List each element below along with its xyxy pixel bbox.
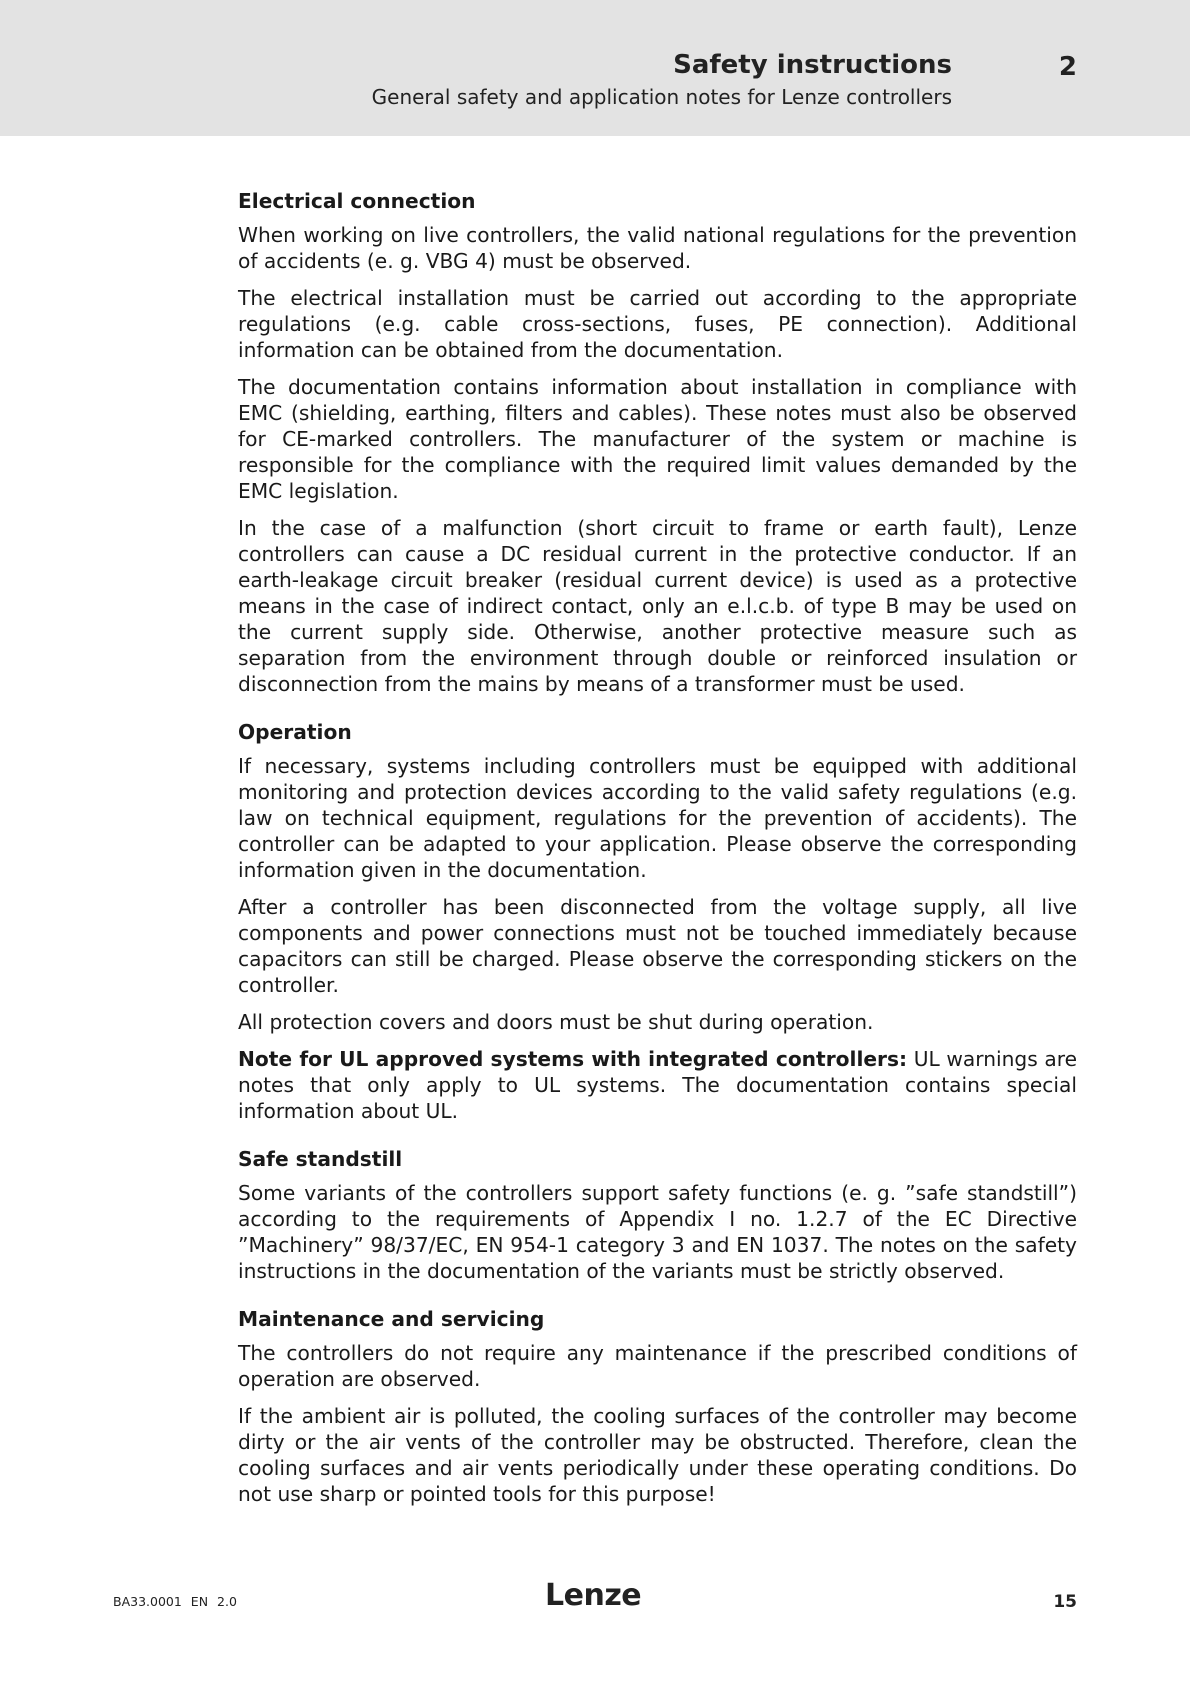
header-title: Safety instructions (673, 50, 952, 80)
ul-note-paragraph (238, 1046, 1077, 1124)
section-electrical-connection (238, 188, 1077, 697)
section-operation (238, 719, 1077, 1124)
paragraph: When working on live controllers, the valid national regulations for the prevention of accidents (e. g. VBG 4) must be observed. (238, 223, 1077, 273)
note-text: UL warnings are notes that only apply to UL systems. The documentation contains special information about UL. (238, 1047, 1077, 1123)
paragraph: The documentation contains information about installation in compliance with EMC (shielding, earthing, filters and cables). These notes must also be observed for CE-marked controllers. The manufacturer of the system or machine is responsible for the compliance with the required limit values demanded by the EMC legislation. (238, 375, 1077, 503)
paragraph: After a controller has been disconnected from the voltage supply, all live components and power connections must not be touched immediately because capacitors can still be charged. Please observe the corresponding stickers on the controller. (238, 895, 1077, 997)
lenze-logo: Lenze (545, 1578, 642, 1613)
chapter-number: 2 (1058, 52, 1077, 82)
section-heading: Operation (238, 720, 352, 744)
section-safe-standstill (238, 1146, 1077, 1284)
section-heading: Electrical connection (238, 189, 476, 213)
page-content (238, 188, 1077, 1529)
section-heading: Safe standstill (238, 1147, 403, 1171)
header-subtitle: General safety and application notes for Lenze controllers (371, 85, 952, 109)
section-heading: Maintenance and servicing (238, 1307, 545, 1331)
paragraph: The electrical installation must be carried out according to the appropriate regulations (e.g. cable cross-sections, fuses, PE connection). Additional information can be obtained from the documentation. (238, 286, 1077, 362)
page-number: 15 (1053, 1592, 1077, 1612)
paragraph: If the ambient air is polluted, the cooling surfaces of the controller may become dirty or the air vents of the controller may be obstructed. Therefore, clean the cooling surfaces and air vents periodically under these operating conditions. Do not use sharp or pointed tools for this purpose! (238, 1404, 1077, 1506)
paragraph: If necessary, systems including controllers must be equipped with additional monitoring and protection devices according to the valid safety regulations (e.g. law on technical equipment, regulations for the prevention of accidents). The controller can be adapted to your application. Please observe the corresponding information given in the documentation. (238, 754, 1077, 882)
document-id: BA33.0001 EN 2.0 (113, 1594, 237, 1609)
paragraph: Some variants of the controllers support safety functions (e. g. ”safe standstill”) according to the requirements of Appendix I no. 1.2.7 of the EC Directive ”Machinery” 98/37/EC, EN 954-1 category 3 and EN 1037. The notes on the safety instructions in the documentation of the variants must be strictly observed. (238, 1181, 1077, 1283)
page-header (0, 0, 1190, 136)
paragraph: The controllers do not require any maintenance if the prescribed conditions of operation are observed. (238, 1341, 1077, 1391)
paragraph: All protection covers and doors must be shut during operation. (238, 1010, 874, 1034)
paragraph: In the case of a malfunction (short circuit to frame or earth fault), Lenze controllers can cause a DC residual current in the protective conductor. If an earth-leakage circuit breaker (residual current device) is used as a protective means in the case of indirect contact, only an e.l.c.b. of type B may be used on the current supply side. Otherwise, another protective measure such as separation from the environment through double or reinforced insulation or disconnection from the mains by means of a transformer must be used. (238, 516, 1077, 696)
note-label: Note for UL approved systems with integrated controllers: (238, 1047, 908, 1071)
section-maintenance (238, 1306, 1077, 1507)
